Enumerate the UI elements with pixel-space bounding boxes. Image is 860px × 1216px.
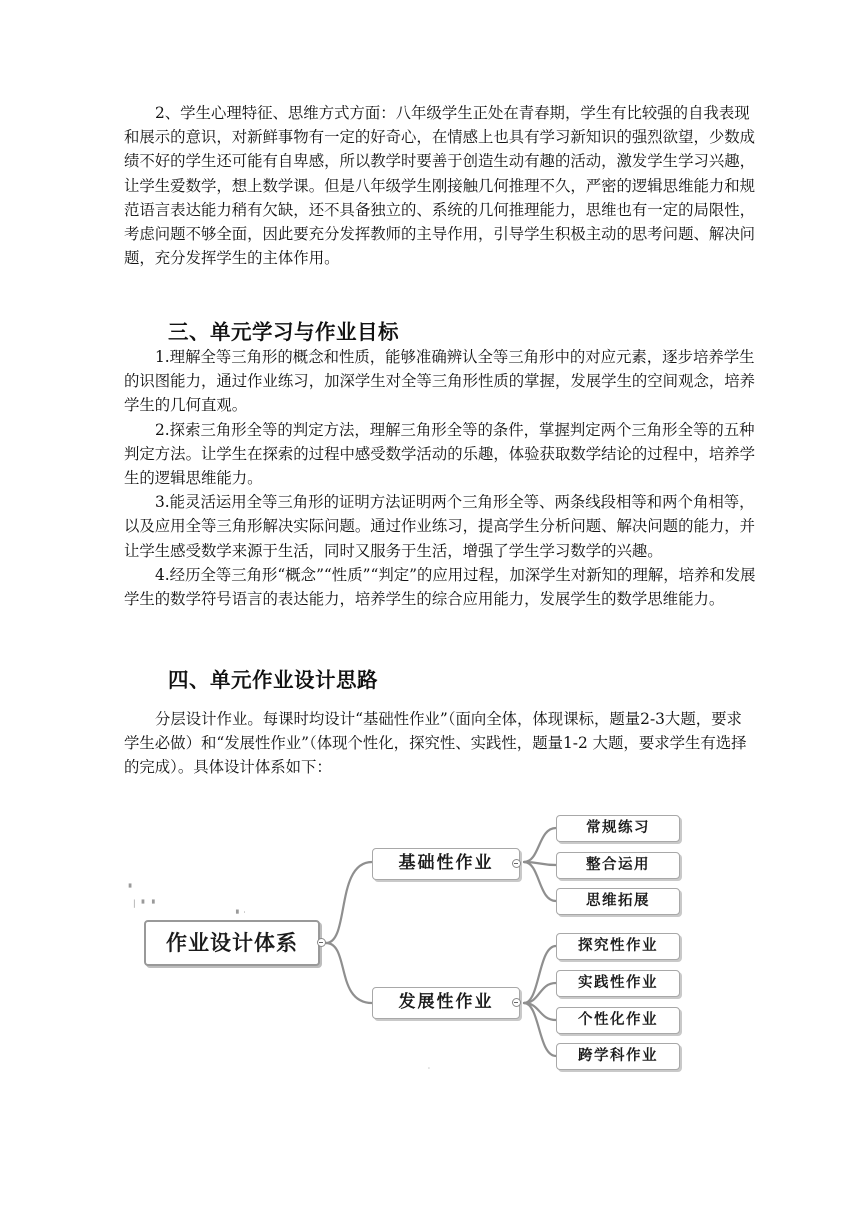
goal-item-1: 1.理解全等三角形的概念和性质，能够准确辨认全等三角形中的对应元素，逐步培养学生的识图能力，通过作业练习，加深学生对全等三角形性质的掌握，发展学生的空间观念，培养学生的几何直观。 (124, 348, 756, 415)
connector-develop-leaf-1 (524, 946, 556, 1003)
scan-speck: ▏ ▘ ▝ (134, 900, 155, 908)
psychology-paragraph: 2、学生心理特征、思维方式方面：八年级学生正处在青春期，学生有比较强的自我表现和展示的意识，对新鲜事物有一定的好奇心，在情感上也具有学习新知识的强烈欲望，少数成绩不好的学生还可能有自卑感，所以教学时要善于创造生动有趣的活动，激发学生学习兴趣，让学生爱数学，想上数学课。但是八年级学生刚接触几何推理不久，严密的逻辑思维能力和规范语言表达能力稍有欠缺，还不具备独立的、系统的几何推理能力，思维也有一定的局限性，考虑问题不够全面，因此要充分发挥教师的主导作用，引导学生积极主动的思考问题、解决问题，充分发挥学生的主体作用。 (124, 104, 756, 268)
connector-basic-leaf-1 (524, 828, 556, 862)
collapse-toggle-icon[interactable] (512, 998, 521, 1007)
connector-root-basic (326, 862, 372, 943)
section-4-body (124, 707, 756, 780)
mindmap-leaf-develop-4: 跨学科作业 (556, 1043, 680, 1070)
goal-item-4: 4.经历全等三角形“概念”“性质”“判定”的应用过程，加深学生对新知的理解，培养和发展学生的数学符号语言的表达能力，培养学生的综合应用能力，发展学生的数学思维能力。 (124, 565, 756, 609)
goal-item-2: 2.探索三角形全等的判定方法，理解三角形全等的条件，掌握判定两个三角形全等的五种判定方法。让学生在探索的过程中感受数学活动的乐趣，体验获取数学结论的过程中，培养学生的逻辑思维能力。 (124, 420, 756, 488)
mindmap-leaf-basic-2: 整合运用 (556, 852, 680, 879)
goal-item-3: 3.能灵活运用全等三角形的证明方法证明两个三角形全等、两条线段相等和两个角相等，以及应用全等三角形解决实际问题。通过作业练习，提高学生分析问题、解决问题的能力，并让学生感受数学来源于生活，同时又服务于生活，增强了学生学习数学的兴趣。 (124, 493, 756, 560)
mindmap-root-node: 作业设计体系 (144, 920, 320, 966)
collapse-toggle-icon[interactable] (512, 859, 521, 868)
design-idea-paragraph: 分层设计作业。每课时均设计“基础性作业”（面向全体，体现课标，题量2-3大题，要求学生必做）和“发展性作业”（体现个性化，探究性、实践性，题量1-2 大题，要求学生有选择的完成）。具体设计体系如下： (124, 710, 747, 777)
mindmap-leaf-basic-1: 常规练习 (556, 815, 680, 842)
section-3-heading: 三、单元学习与作业目标 (168, 320, 399, 344)
homework-system-mindmap (120, 806, 720, 1086)
mindmap-branch-develop: 发展性作业 (372, 987, 520, 1019)
section-2-paragraph (124, 101, 756, 270)
collapse-toggle-icon[interactable] (317, 938, 326, 947)
scan-speck: ˌ (428, 1062, 430, 1070)
section-3-goals (124, 345, 756, 611)
connector-basic-leaf-3 (524, 862, 556, 901)
mindmap-leaf-develop-3: 个性化作业 (556, 1007, 680, 1034)
scan-speck: ▖ ˌ (236, 906, 246, 914)
connector-root-develop (326, 943, 372, 1003)
mindmap-leaf-develop-1: 探究性作业 (556, 933, 680, 960)
mindmap-leaf-basic-3: 思维拓展 (556, 888, 680, 915)
mindmap-branch-basic: 基础性作业 (372, 848, 520, 880)
scan-speck: ▝ (126, 884, 132, 892)
mindmap-leaf-develop-2: 实践性作业 (556, 970, 680, 997)
section-4-heading: 四、单元作业设计思路 (168, 668, 378, 692)
